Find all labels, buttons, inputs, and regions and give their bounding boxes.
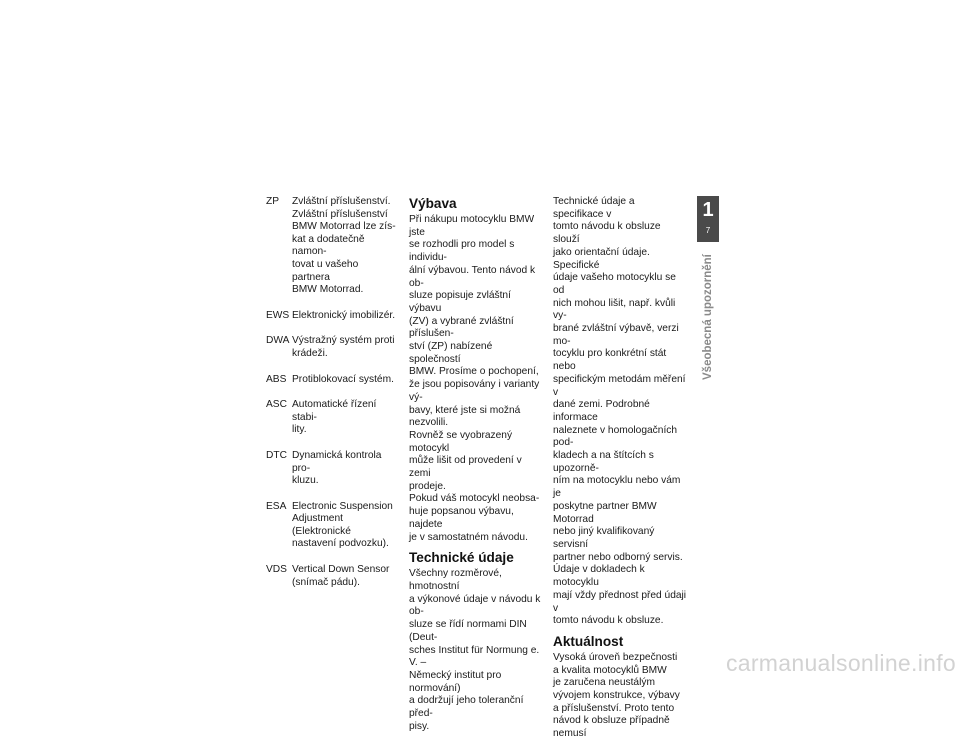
abbreviation-key: DTC xyxy=(266,449,287,461)
abbreviation-list xyxy=(266,196,398,602)
abbreviation-value: Výstražný systém proti krádeži. xyxy=(292,335,395,359)
section-title: Všeobecná upozornění xyxy=(702,254,714,380)
technicke-udaje-heading: Technické údaje xyxy=(409,550,514,566)
page-number: 7 xyxy=(705,226,711,235)
specifications-text: Technické údaje a specifikace v tomto návodu k obsluze slouží jako orientační údaje. Specifické údaje vašeho motocyklu se od nich mohou lišit, např. kvůli vy- brané zvláštní výbavě, verzi mo- tocyklu pro konkrétní stát nebo specifickým metodám měření v dané zemi. Podrobné informace naleznete v homologačních pod- kladech a na štítcích s upozorně- ním na motocyklu nebo vám je poskytne partner BMW Motorrad nebo jiný kvalifikovaný servisní partner nebo odborný servis. Údaje v dokladech k motocyklu mají vždy přednost před údaji v tomto návodu k obsluze. xyxy=(553,196,687,627)
abbreviation-key: EWS xyxy=(266,309,290,321)
technicke-udaje-text: Všechny rozměrové, hmotnostní a výkonové údaje v návodu k ob- sluze se řídí normami DIN (Deut- sches Institut für Normung e. V. – Německý institut pro normování) a dodržují jeho toleranční před- pisy. xyxy=(409,568,541,732)
abbreviation-value: Elektronický imobilizér. xyxy=(292,309,396,321)
vybava-text: Při nákupu motocyklu BMW jste se rozhodli pro model s individu- ální výbavou. Tento návod k ob- sluze popisuje zvláštní výbavu (ZV) a vybrané zvláštní příslušen- ství (ZP) nabízené společností BMW. Prosíme o pochopení, že jsou popisovány i varianty vý- bavy, které jste si možná nezvolili. Rovněž se vyobrazený motocykl může lišit od provedení v zemi prodeje. Pokud váš motocykl neobsa- huje popsanou výbavu, najdete je v samostatném návodu. xyxy=(409,214,540,543)
aktualnost-heading: Aktuálnost xyxy=(553,633,624,649)
abbreviation-row xyxy=(266,335,398,360)
abbreviation-value: Automatické řízení stabi- lity. xyxy=(292,399,377,436)
abbreviation-key: ASC xyxy=(266,399,287,411)
chapter-number: 1 xyxy=(702,199,714,221)
abbreviation-row xyxy=(266,310,398,323)
abbreviation-row xyxy=(266,374,398,387)
abbreviation-row xyxy=(266,450,398,488)
abbreviation-row xyxy=(266,501,398,551)
abbreviation-key: ESA xyxy=(266,500,287,512)
abbreviation-value: Vertical Down Sensor (snímač pádu). xyxy=(292,564,390,588)
watermark: carmanualsonline.info xyxy=(725,650,956,676)
abbreviation-value: Dynamická kontrola pro- kluzu. xyxy=(292,449,382,487)
chapter-tab xyxy=(697,196,719,242)
vybava-heading: Výbava xyxy=(409,196,457,211)
abbreviation-value: Protiblokovací systém. xyxy=(292,373,394,385)
abbreviation-value: Zvláštní příslušenství. Zvláštní příslušenství BMW Motorrad lze zís- kat a dodatečně namon- tovat u vašeho partnera BMW Motorrad. xyxy=(292,196,396,296)
abbreviation-row xyxy=(266,196,398,297)
aktualnost-text: Vysoká úroveň bezpečnosti a kvalita motocyklů BMW je zaručena neustálým vývojem konstrukce, výbavy a příslušenství. Proto tento návod k obsluze případně nemusí xyxy=(553,651,680,740)
abbreviation-row xyxy=(266,564,398,589)
abbreviation-key: ZP xyxy=(266,196,280,207)
abbreviation-row xyxy=(266,399,398,437)
abbreviation-key: ABS xyxy=(266,373,287,385)
abbreviation-key: DWA xyxy=(266,335,290,347)
middle-column xyxy=(409,196,545,733)
abbreviation-key: VDS xyxy=(266,564,287,576)
abbreviation-value: Electronic Suspension Adjustment (Elektronické nastavení podvozku). xyxy=(292,500,393,550)
section-title-vertical xyxy=(698,250,718,380)
